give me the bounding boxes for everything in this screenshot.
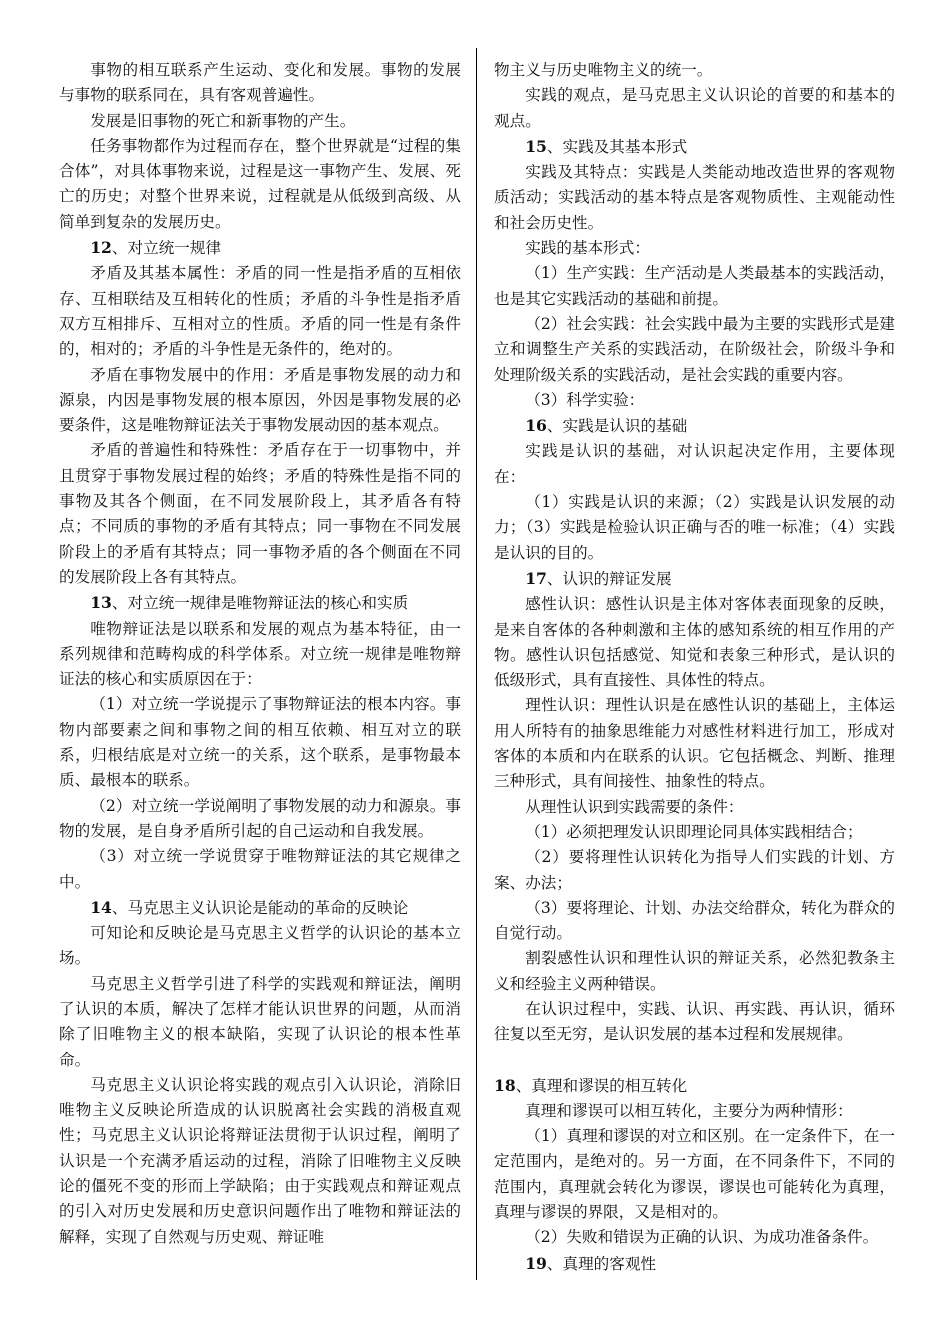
section-number: 15 — [525, 136, 547, 156]
paragraph: 任务事物都作为过程而存在，整个世界就是“过程的集合体”，对具体事物来说，过程是这一事物产生、发展、死亡的历史；对整个世界来说，过程就是从低级到高级、从简单到复杂的发展历史。 — [59, 136, 461, 231]
paragraph: 实践的基本形式： — [525, 239, 650, 258]
section-number: 16 — [525, 416, 547, 436]
section-title: 、真理和谬误的相互转化 — [515, 1076, 688, 1095]
section-heading — [494, 413, 895, 439]
section-number: 19 — [525, 1253, 547, 1273]
paragraph: 在认识过程中，实践、认识、再实践、再认识，循环往复以至无穷，是认识发展的基本过程和发展规律。 — [494, 999, 895, 1044]
paragraph: 从理性认识到实践需要的条件： — [525, 797, 744, 816]
paragraph: 真理和谬误可以相互转化，主要分为两种情形： — [525, 1101, 853, 1120]
left-column — [59, 58, 461, 1250]
paragraph: 矛盾的普遍性和特殊性：矛盾存在于一切事物中，并且贯穿于事物发展过程的始终；矛盾的特殊性是指不同的事物及其各个侧面，在不同发展阶段上，其矛盾各有特点；不同质的事物的矛盾有其特点；同一事物在不同发展阶段上的矛盾有其特点；同一事物矛盾的各个侧面在不同的发展阶段上各有其特点。 — [59, 441, 461, 586]
paragraph: （1）实践是认识的来源；（2）实践是认识发展的动力；（3）实践是检验认识正确与否的唯一标准；（4）实践是认识的目的。 — [494, 493, 895, 562]
paragraph: 感性认识：感性认识是主体对客体表面现象的反映，是来自客体的各种刺激和主体的感知系统的相互作用的产物。感性认识包括感觉、知觉和表象三种形式，是认识的低级形式，具有直接性、具体性的特点。 — [494, 595, 895, 690]
paragraph: 割裂感性认识和理性认识的辩证关系，必然犯教条主义和经验主义两种错误。 — [494, 949, 895, 993]
paragraph: 矛盾在事物发展中的作用：矛盾是事物发展的动力和源泉，内因是事物发展的根本原因，外因是事物发展的必要条件，这是唯物辩证法关于事物发展动因的基本观点。 — [59, 365, 461, 435]
paragraph: （2）失败和错误为正确的认识、为成功准备条件。 — [525, 1228, 879, 1247]
paragraph: 理性认识：理性认识是在感性认识的基础上，主体运用人所特有的抽象思维能力对感性材料进行加工，形成对客体的本质和内在联系的认识。它包括概念、判断、推理三种形式，具有间接性、抽象性的特点。 — [494, 696, 895, 791]
section-number: 18 — [494, 1075, 516, 1095]
section-title: 、实践是认识的基础 — [546, 417, 688, 436]
section-heading — [494, 1251, 895, 1277]
paragraph: （2）要将理性认识转化为指导人们实践的计划、方案、办法； — [494, 848, 895, 892]
blank-line — [494, 1048, 895, 1073]
paragraph: 发展是旧事物的死亡和新事物的产生。 — [90, 111, 356, 130]
section-heading — [59, 895, 461, 921]
section-title: 、认识的辩证发展 — [546, 569, 672, 588]
paragraph: 唯物辩证法是以联系和发展的观点为基本特征，由一系列规律和范畴构成的科学体系。对立统一规律是唯物辩证法的核心和实质原因在于： — [59, 619, 461, 689]
section-title: 、马克思主义认识论是能动的革命的反映论 — [111, 898, 409, 917]
section-title: 、对立统一规律是唯物辩证法的核心和实质 — [111, 594, 409, 613]
paragraph: 实践是认识的基础，对认识起决定作用，主要体现在： — [494, 442, 895, 486]
paragraph: （2）社会实践：社会实践中最为主要的实践形式是建立和调整生产关系的实践活动，在阶级社会，阶级斗争和处理阶级关系的实践活动，是社会实践的重要内容。 — [494, 314, 895, 384]
paragraph: 马克思主义哲学引进了科学的实践观和辩证法，阐明了认识的本质，解决了怎样才能认识世界的问题，从而消除了旧唯物主义的根本缺陷，实现了认识论的根本性革命。 — [59, 974, 461, 1069]
section-number: 17 — [525, 568, 547, 588]
section-number: 13 — [90, 593, 112, 613]
section-heading — [59, 235, 461, 261]
paragraph: （3）对立统一学说贯穿于唯物辩证法的其它规律之中。 — [59, 847, 461, 891]
section-number: 14 — [90, 897, 112, 917]
section-heading — [494, 134, 895, 160]
right-column — [494, 58, 895, 1277]
paragraph: 矛盾及其基本属性：矛盾的同一性是指矛盾的互相依存、互相联结及互相转化的性质；矛盾的斗争性是指矛盾双方互相排斥、互相对立的性质。矛盾的同一性是有条件的，相对的；矛盾的斗争性是无条件的，绝对的。 — [59, 264, 461, 359]
section-heading — [494, 1073, 895, 1099]
paragraph: 实践的观点，是马克思主义认识论的首要的和基本的观点。 — [494, 86, 895, 130]
paragraph: （1）生产实践：生产活动是人类最基本的实践活动，也是其它实践活动的基础和前提。 — [494, 264, 895, 308]
column-divider — [476, 48, 477, 1280]
paragraph: （2）对立统一学说阐明了事物发展的动力和源泉。事物的发展，是自身矛盾所引起的自己运动和自我发展。 — [59, 796, 461, 840]
paragraph: 事物的相互联系产生运动、变化和发展。事物的发展与事物的联系同在，具有客观普遍性。 — [59, 61, 461, 105]
paragraph: 可知论和反映论是马克思主义哲学的认识论的基本立场。 — [59, 924, 461, 968]
section-heading — [494, 566, 895, 592]
paragraph: （1）必须把理发认识即理论同具体实践相结合； — [525, 822, 863, 841]
paragraph: 实践及其特点：实践是人类能动地改造世界的客观物质活动；实践活动的基本特点是客观物质性、主观能动性和社会历史性。 — [494, 163, 895, 232]
section-heading — [59, 590, 461, 616]
section-title: 、对立统一规律 — [111, 239, 222, 258]
paragraph: （3）科学实验： — [525, 390, 645, 409]
section-title: 、实践及其基本形式 — [546, 137, 688, 156]
paragraph: （1）真理和谬误的对立和区别。在一定条件下，在一定范围内，是绝对的。另一方面，在不同条件下，不同的范围内，真理就会转化为谬误，谬误也可能转化为真理，真理与谬误的界限，又是相对的。 — [494, 1127, 895, 1222]
paragraph: 马克思主义认识论将实践的观点引入认识论，消除旧唯物主义反映论所造成的认识脱离社会实践的消极直观性；马克思主义认识论将辩证法贯彻于认识过程，阐明了认识是一个充满矛盾运动的过程，消除了旧唯物主义反映论的僵死不变的形而上学缺陷；由于实践观点和辩证观点的引入对历史发展和历史意识问题作出了唯物和辩证法的解释，实现了自然观与历史观、辩证唯 — [59, 1075, 461, 1246]
paragraph: （1）对立统一学说提示了事物辩证法的根本内容。事物内部要素之间和事物之间的相互依赖、相互对立的联系，归根结底是对立统一的关系，这个联系，是事物最本质、最根本的联系。 — [59, 695, 461, 790]
section-number: 12 — [90, 238, 112, 258]
section-title: 、真理的客观性 — [546, 1254, 657, 1273]
paragraph: （3）要将理论、计划、办法交给群众，转化为群众的自觉行动。 — [494, 898, 895, 943]
paragraph: 物主义与历史唯物主义的统一。 — [494, 61, 713, 79]
